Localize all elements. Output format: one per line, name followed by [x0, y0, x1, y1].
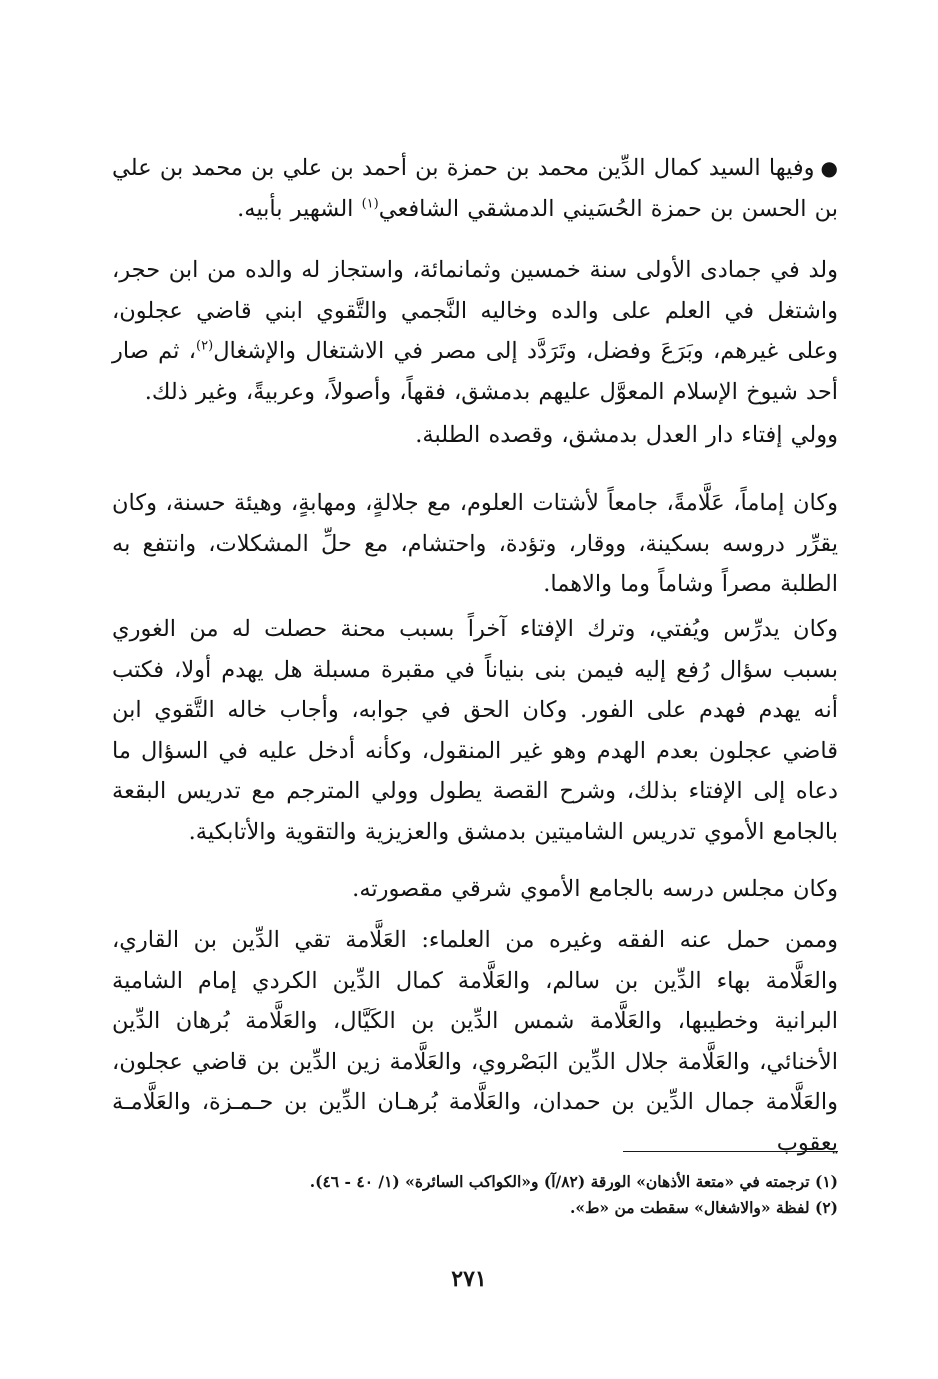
paragraph-text: وممن حمل عنه الفقه وغيره من العلماء: العَلَّامة تقي الدِّين بن القاري، والعَلَّامة بهاء الدِّين بن سالم، والعَلَّامة كمال الدِّين الكردي إمام الشامية البرانية وخطيبها، والعَلَّامة شمس الدِّين بن الكَيَّال، والعَلَّامة بُرهان الدِّين الأخنائي، والعَلَّامة جلال الدِّين البَصْروي، والعَلَّامة زين الدِّين بن قاضي عجلون، والعَلَّامة جمال الدِّين بن حمدان، والعَلَّامة بُرهـان الدِّين بن حـمـزة، والعَلَّامـة يعقوب: [112, 927, 838, 1156]
paragraph-students: [112, 920, 838, 1163]
footnote-1: (١) ترجمته في «متعة الأذهان» الورقة (٨٢/آ) و«الكواكب السائرة» (١/ ٤٠ - ٤٦).: [309, 1172, 838, 1191]
paragraph-text: الشهير بأبيه.: [237, 195, 362, 222]
paragraph-text: ، ثم صار أحد شيوخ الإسلام المعوَّل عليهم بدمشق، فقهاً، وأصولاً، وعربيةً، وغير ذلك.: [112, 338, 838, 405]
paragraph-character: [112, 483, 838, 605]
page-number: ٢٧١: [451, 1266, 487, 1292]
paragraph-text: وكان يدرِّس ويُفتي، وترك الإفتاء آخراً بسبب محنة حصلت له من الغوري بسبب سؤال رُفع إليه فيمن بنى بنياناً في مقبرة مسبلة هل يهدم أولا، فكتب أنه يهدم فهدم على الفور. وكان الحق في جوابه، وأجاب خاله التَّقوي ابن قاضي عجلون بعدم الهدم وهو غير المنقول، وكأنه أدخل عليه في السؤال ما دعاه إلى الإفتاء بذلك، وشرح القصة يطول وولي المترجم مع تدريس البقعة بالجامع الأموي تدريس الشاميتين بدمشق والعزيزية والتقوية والأتابكية.: [112, 616, 838, 845]
paragraph-ifta-office: [112, 415, 838, 456]
paragraph-text: وولي إفتاء دار العدل بدمشق، وقصده الطلبة.: [415, 422, 838, 448]
paragraph-ordeal: [112, 609, 838, 852]
paragraph-text: وكان إماماً، عَلَّامةً، جامعاً لأشتات العلوم، مع جلالةٍ، ومهابةٍ، وهيئة حسنة، وكان يقرِّر دروسه بسكينة، ووقار، وتؤدة، واحتشام، مع حلِّ المشكلات، وانتفع به الطلبة مصراً وشاماً وما والاهما.: [112, 490, 838, 597]
paragraph-text: ولد في جمادى الأولى سنة خمسين وثمانمائة، واستجاز له والده من ابن حجر، واشتغل في العلم على والده وخاليه النَّجمي والتَّقوي ابني قاضي عجلون، وعلى غيرهم، وبَرَعَ وفضل، وتَرَدَّد إلى مصر في الاشتغال والإشغال: [112, 257, 838, 364]
footnote-reference[interactable]: (١): [361, 196, 379, 211]
paragraph-birth-education: [112, 250, 838, 412]
footnotes: [112, 1169, 838, 1221]
paragraph-lesson-place: [112, 869, 838, 910]
paragraph-biography-intro: [112, 148, 838, 229]
paragraph-text: وفيها السيد كمال الدِّين محمد بن حمزة بن أحمد بن علي بن محمد بن علي بن الحسن بن حمزة الحُسَيني الدمشقي الشافعي: [112, 155, 838, 222]
footnote-reference[interactable]: (٢): [196, 338, 214, 354]
paragraph-text: وكان مجلس درسه بالجامع الأموي شرقي مقصورته.: [352, 876, 838, 902]
footnote-divider: [623, 1151, 838, 1152]
bullet-marker: ●: [820, 156, 838, 180]
footnote-2: (٢) لفظة «والاشغال» سقطت من «ط».: [569, 1198, 838, 1217]
